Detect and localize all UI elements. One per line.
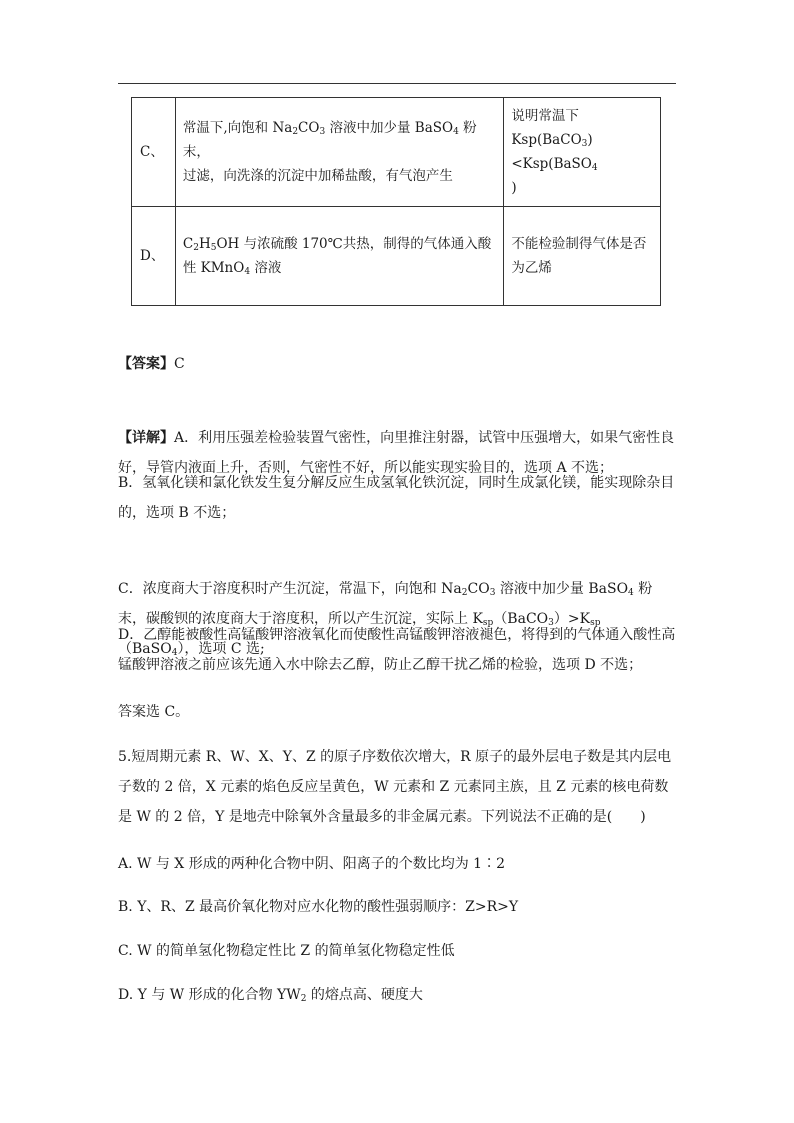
row-conclusion: 不能检验制得气体是否 为乙烯 (504, 207, 661, 306)
detail-c: C．浓度商大于溶度积时产生沉淀，常温下，向饱和 $Na_2CO_3$ 溶液中加少量 BaSO$_4$ 粉末，碳酸钡的浓度商大于溶度积，所以产生沉淀，实际上 $K_{sp}(BaCO_3)>K_{sp}(BaSO_4)$，选项 C 选; (118, 581, 653, 658)
answer-line (118, 349, 678, 379)
detail-a: 【详解】A．利用压强差检验装置气密性，向里推注射器，试管中压强增大，如果气密性良好，导管内液面上升，否则，气密性不好，所以能实现实验目的，选项 A 不选； (118, 430, 675, 476)
option-b: B. Y、R、Z 最高价氧化物对应水化物的酸性强弱顺序：Z>R>Y (118, 899, 519, 915)
row-operation: $C_2H_5OH$ 与浓硫酸 170℃共热，制得的气体通入酸 性 KMnO$_4$ 溶液 (175, 207, 503, 306)
answer-value: C (174, 356, 185, 372)
option-d: D. Y 与 W 形成的化合物 $YW_2$ 的熔点高、硬度大 (118, 987, 423, 1004)
detail-d: D．乙醇能被酸性高锰酸钾溶液氧化而使酸性高锰酸钾溶液褪色，将得到的气体通入酸性高锰酸钾溶液之前应该先通入水中除去乙醇，防止乙醇干扰乙烯的检验，选项 D 不选； (118, 627, 676, 673)
row-operation: 常温下,向饱和 $Na_2CO_3$ 溶液中加少量 BaSO$_4$ 粉末， 过滤，向洗涤的沉淀中加稀盐酸，有气泡产生 (175, 98, 503, 207)
detail-final: 答案选 C。 (118, 704, 190, 720)
detail-tag: 【详解】 (118, 430, 174, 446)
row-label: C、 (132, 98, 176, 207)
table-row (132, 98, 661, 207)
question-5-stem: 5.短周期元素 R、W、X、Y、Z 的原子序数依次增大，R 原子的最外层电子数是其内层电子数的 2 倍，X 元素的焰色反应呈黄色，W 元素和 Z 元素同主族，且 Z 元素的核电荷数是 W 的 2 倍，Y 是地壳中除氧外含量最多的非金属元素。下列说法不正确的是( ) (118, 749, 672, 825)
answer-tag: 【答案】 (118, 356, 174, 372)
option-c: C. W 的简单氢化物稳定性比 Z 的简单氢化物稳定性低 (118, 943, 455, 959)
row-label: D、 (132, 207, 176, 306)
experiment-table (131, 97, 661, 306)
row-conclusion: 说明常温下 Ksp(BaCO$_3$)<Ksp(BaSO$_4$ ) (504, 98, 661, 207)
table-row (132, 207, 661, 306)
option-a: A. W 与 X 形成的两种化合物中阴、阳离子的个数比均为 1∶2 (118, 856, 505, 872)
header-rule (118, 83, 676, 84)
detail-b: B．氢氧化镁和氯化铁发生复分解反应生成氢氧化铁沉淀，同时生成氯化镁，能实现除杂目的，选项 B 不选； (118, 475, 675, 521)
